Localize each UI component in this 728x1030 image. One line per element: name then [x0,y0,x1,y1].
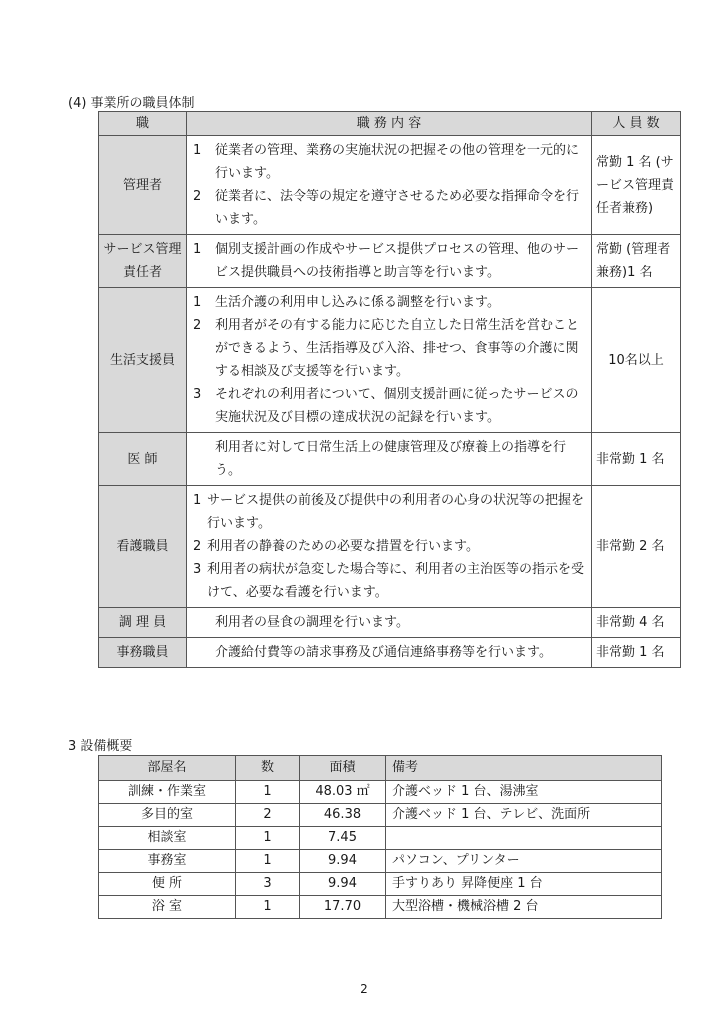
area-cell: 17.70 [300,896,386,919]
duty-item: 1 従業者の管理、業務の実施状況の把握その他の管理を一元的に行います。 [193,143,580,181]
role-cell: 医 師 [99,433,187,486]
role-cell: 調 理 員 [99,608,187,638]
room-cell: 相談室 [99,827,236,850]
table-row [99,827,662,850]
area-cell: 7.45 [300,827,386,850]
duty-cell [187,235,592,288]
num-cell: 1 [236,896,300,919]
duty-item: 介護給付費等の請求事務及び通信連絡事務等を行います。 [215,645,552,660]
table-row [99,486,681,608]
role-cell: 事務職員 [99,638,187,668]
table-row [99,804,662,827]
num-cell: 1 [236,781,300,804]
note-cell [386,827,662,850]
count-cell: 常勤 1 名 (サービス管理責任者兼務) [592,136,681,235]
staff-table [98,111,681,668]
duty-item: 利用者の昼食の調理を行います。 [215,615,409,630]
room-cell: 便 所 [99,873,236,896]
room-cell: 多目的室 [99,804,236,827]
table-row [99,781,662,804]
room-cell: 浴 室 [99,896,236,919]
header-duties: 職 務 内 容 [187,112,592,136]
duty-item: 1 生活介護の利用申し込みに係る調整を行います。 [193,295,500,310]
count-cell: 非常勤 4 名 [592,608,681,638]
note-cell: 介護ベッド 1 台、湯沸室 [386,781,662,804]
note-cell: パソコン、プリンター [386,850,662,873]
note-cell: 大型浴槽・機械浴槽 2 台 [386,896,662,919]
header-count: 人 員 数 [592,112,681,136]
staff-table-header [99,112,681,136]
table-row [99,288,681,433]
duty-item: 1 サービス提供の前後及び提供中の利用者の心身の状況等の把握を行います。 [193,493,585,531]
count-cell: 10名以上 [592,288,681,433]
header-area: 面積 [300,756,386,781]
duty-cell [187,288,592,433]
header-note: 備考 [386,756,662,781]
duty-item: 利用者に対して日常生活上の健康管理及び療養上の指導を行う。 [215,440,567,478]
facility-table [98,755,662,919]
num-cell: 1 [236,850,300,873]
note-cell: 手すりあり 昇降便座 1 台 [386,873,662,896]
area-cell: 9.94 [300,873,386,896]
area-cell: 48.03 ㎡ [300,781,386,804]
duty-item: 3 それぞれの利用者について、個別支援計画に従ったサービスの実施状況及び目標の達成状況の記録を行います。 [193,387,579,425]
count-cell: 常勤 (管理者兼務)1 名 [592,235,681,288]
header-num: 数 [236,756,300,781]
role-cell: 生活支援員 [99,288,187,433]
count-cell: 非常勤 2 名 [592,486,681,608]
room-cell: 事務室 [99,850,236,873]
header-room: 部屋名 [99,756,236,781]
num-cell: 2 [236,804,300,827]
header-role: 職 [99,112,187,136]
table-row [99,638,681,668]
table-row [99,873,662,896]
num-cell: 1 [236,827,300,850]
page-number: 2 [360,982,368,996]
duty-item: 2 従業者に、法令等の規定を遵守させるため必要な指揮命令を行います。 [193,189,580,227]
note-cell: 介護ベッド 1 台、テレビ、洗面所 [386,804,662,827]
table-row [99,136,681,235]
role-cell: 看護職員 [99,486,187,608]
duty-cell [187,136,592,235]
section-4-title: (4) 事業所の職員体制 [68,96,195,111]
section-3-title: 3 設備概要 [68,739,133,754]
area-cell: 46.38 [300,804,386,827]
table-row [99,896,662,919]
table-row [99,433,681,486]
count-cell: 非常勤 1 名 [592,638,681,668]
area-cell: 9.94 [300,850,386,873]
table-row [99,850,662,873]
duty-cell [187,638,592,668]
facility-table-header [99,756,662,781]
role-cell: サービス管理責任者 [99,235,187,288]
duty-cell [187,433,592,486]
room-cell: 訓練・作業室 [99,781,236,804]
role-cell: 管理者 [99,136,187,235]
table-row [99,608,681,638]
duty-item: 3 利用者の病状が急変した場合等に、利用者の主治医等の指示を受けて、必要な看護を行います。 [193,562,585,600]
duty-item: 2 利用者の静養のための必要な措置を行います。 [193,539,479,554]
count-cell: 非常勤 1 名 [592,433,681,486]
duty-cell [187,486,592,608]
duty-item: 2 利用者がその有する能力に応じた自立した日常生活を営むことができるよう、生活指導及び入浴、排せつ、食事等の介護に関する相談及び支援等を行います。 [193,318,580,379]
table-row [99,235,681,288]
duty-cell [187,608,592,638]
num-cell: 3 [236,873,300,896]
duty-item: 1 個別支援計画の作成やサービス提供プロセスの管理、他のサービス提供職員への技術指導と助言等を行います。 [193,242,580,280]
